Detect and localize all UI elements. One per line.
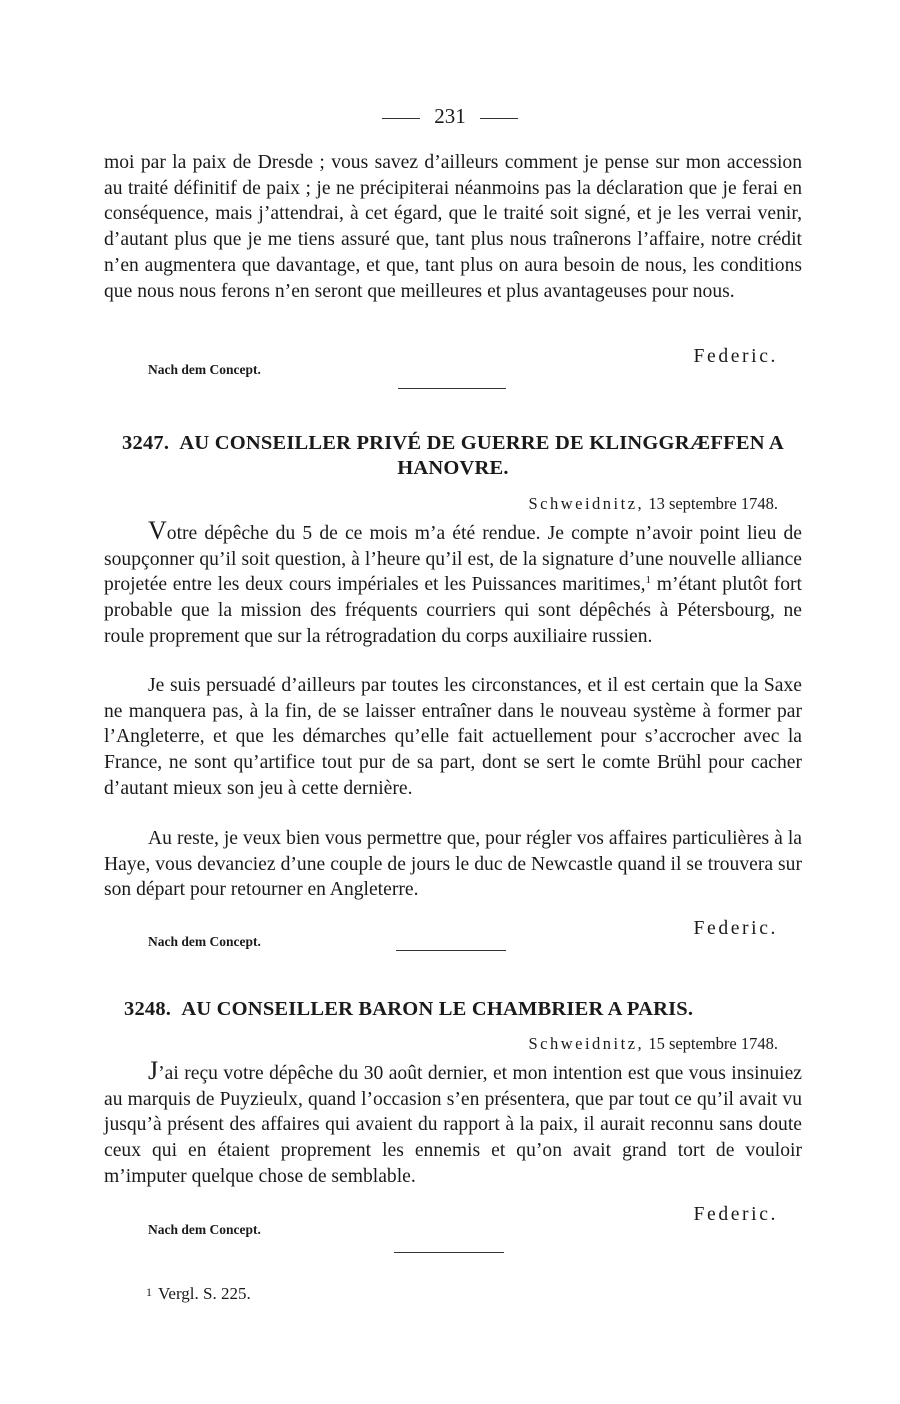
footnote-reference: 1 (645, 574, 652, 587)
page-number-value: 231 (434, 104, 466, 128)
letter-3248-paragraph-1 (104, 1058, 802, 1190)
letter-3247-paragraph-2: Je suis persuadé d’ailleurs par toutes les circonstances, et il est certain que la Saxe ne manquera pas, à la fin, de se laisser entraîner dans le nouveau système à former par l’Angleterre, et que les démarches qu’elle fait actuellement pour s’accrocher avec la France, ne sont qu’artifice tout pur de sa part, dont se sert le comte Brühl pour cacher d’autant mieux son jeu à cette dernière. (104, 675, 802, 799)
footnote-divider (394, 1252, 504, 1253)
initial-letter: V (148, 516, 167, 545)
dateline-place: Schweidnitz, (528, 494, 645, 513)
dateline-date: 15 septembre 1748. (648, 1034, 778, 1053)
letter-number: 3248. (124, 998, 172, 1020)
footnote-text: Vergl. S. 225. (158, 1284, 251, 1303)
letter-heading-text: AU CONSEILLER PRIVÉ DE GUERRE DE KLINGGRÆFFEN A HANOVRE. (179, 432, 784, 479)
paragraph-text: otre dépêche du 5 de ce mois m’a été rendue. Je compte n’avoir point lieu de soupçonner qu’il soit question, à l’heure qu’il est, de la signature d’une nouvelle alliance projetée entre les deux cours impériales et les Puissances maritimes, (104, 523, 802, 596)
letter-heading-3247 (104, 431, 802, 481)
letter-number: 3247. (122, 432, 170, 454)
page-number-dash-left (382, 118, 420, 119)
letter-heading-text: AU CONSEILLER BARON LE CHAMBRIER A PARIS. (181, 998, 694, 1020)
continuation-paragraph: moi par la paix de Dresde ; vous savez d’ailleurs comment je pense sur mon accession au traité définitif de paix ; je ne précipiterai néanmoins pas la déclaration que je ferai en conséquence, mais j’attendrai, à cet égard, que le traité soit signé, et je les verrai venir, d’autant plus que je me tiens assuré que, tant plus nous traînerons l’affaire, notre crédit n’en augmentera que davantage, et que, tant plus on aura besoin de nous, les conditions que nous nous ferons n’en seront que meilleures et plus avantageuses pour nous. (104, 152, 802, 302)
signature: Federic. (693, 346, 778, 367)
signature: Federic. (693, 1204, 778, 1225)
dateline-3248 (528, 1034, 778, 1054)
letter-heading-3248 (124, 997, 804, 1022)
page-number-dash-right (480, 118, 518, 119)
source-note: Nach dem Concept. (148, 1222, 261, 1237)
source-note: Nach dem Concept. (148, 934, 261, 949)
section-divider (398, 388, 506, 389)
signature: Federic. (693, 918, 778, 939)
dateline-date: 13 septembre 1748. (648, 494, 778, 513)
section-divider (396, 950, 506, 951)
page-number (0, 104, 900, 128)
initial-letter: J (148, 1056, 159, 1085)
letter-3247-paragraph-3: Au reste, je veux bien vous permettre que, pour régler vos affaires particulières à la Haye, vous devanciez d’une couple de jours le duc de Newcastle quand il se trouvera sur son départ pour retourner en Angleterre. (104, 828, 802, 901)
source-note: Nach dem Concept. (148, 362, 261, 377)
paragraph-text: ’ai reçu votre dépêche du 30 août dernier, et mon intention est que vous insinuiez au marquis de Puyzieulx, quand l’occasion s’en présentera, que par tout ce qu’il avait vu jusqu’à présent des affaires qui avaient du rapport à la paix, il aurait reconnu sans doute ceux qui en étaient proprement les ennemis et qu’on avait grand tort de vouloir m’imputer quelque chose de semblable. (104, 1063, 802, 1187)
letter-3247-paragraph-1 (104, 518, 802, 650)
dateline-place: Schweidnitz, (528, 1034, 645, 1053)
footnote (146, 1282, 251, 1304)
paragraph-text: m’étant plutôt fort probable que la mission des fréquents courriers qui sont dépêchés à Pétersbourg, ne roule proprement que sur la rétrogradation du corps auxiliaire russien. (104, 574, 802, 647)
footnote-mark: 1 (146, 1285, 152, 1299)
dateline-3247 (528, 494, 778, 514)
